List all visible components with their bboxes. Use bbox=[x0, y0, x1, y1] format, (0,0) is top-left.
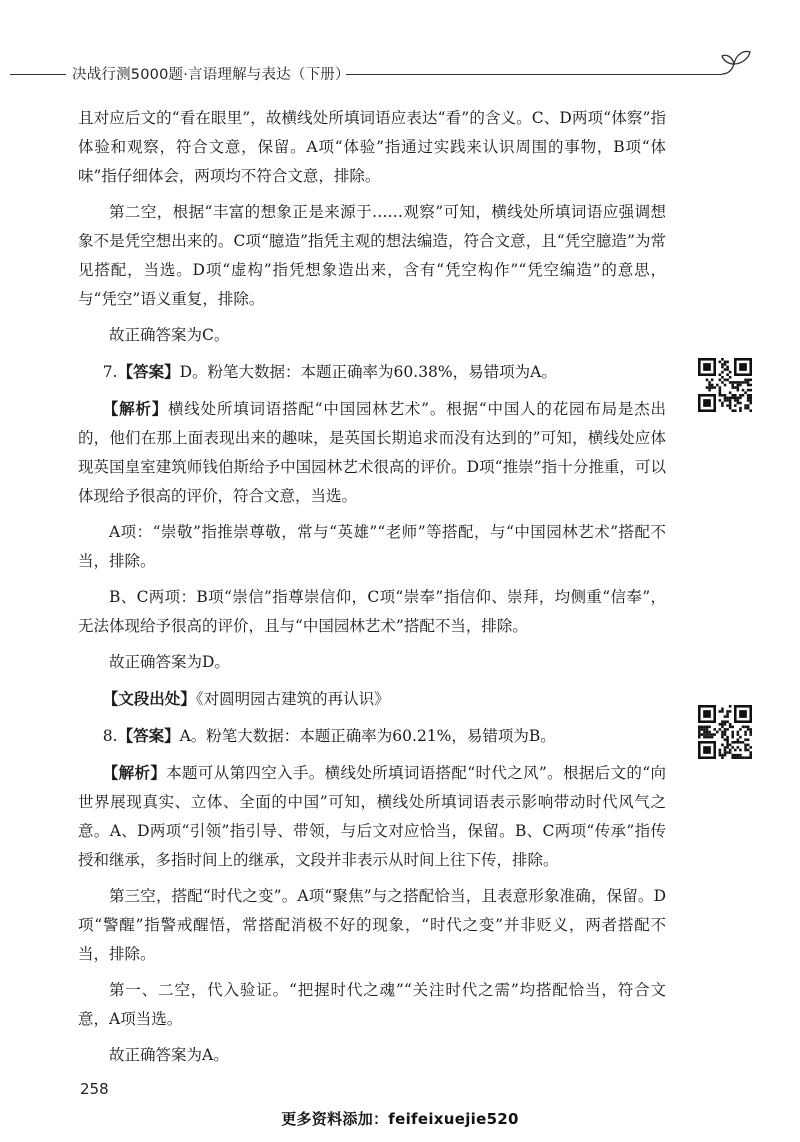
header-rule-left bbox=[10, 74, 66, 75]
q7-final: 故正确答案为D。 bbox=[109, 653, 230, 671]
q8-answer-line bbox=[78, 721, 666, 751]
q8-answer-tag: 【答案】 bbox=[117, 726, 180, 745]
paragraph-q6-final: 故正确答案为C。 bbox=[109, 326, 230, 344]
qr-code-icon[interactable] bbox=[698, 358, 752, 412]
q8-blank3: 第三空，搭配“时代之变”。A项“聚焦”与之搭配恰当，且表意形象准确，保留。D项“警醒”指警戒醒悟，常搭配消极不好的现象，“时代之变”并非贬义，两者搭配不当，排除。 bbox=[78, 887, 666, 963]
watermark-text: 更多资料添加：feifeixuejie520 bbox=[281, 1110, 519, 1128]
q7-answer-line bbox=[78, 357, 666, 387]
q8-analysis-tag: 【解析】 bbox=[102, 763, 167, 782]
paragraph-q6-blank1-cont: 且对应后文的“看在眼里”，故横线处所填词语应表达“看”的含义。C、D两项“体察”指体验和观察，符合文意，保留。A项“体验”指通过实践来认识周围的事物，B项“体味”指仔细体会，两项均不符合文意，排除。 bbox=[78, 109, 666, 185]
q7-option-bc: B、C两项：B项“崇信”指尊崇信仰，C项“崇奉”指信仰、崇拜，均侧重“信奉”，无法体现给予很高的评价，且与“中国园林艺术”搭配不当，排除。 bbox=[78, 588, 666, 635]
header-rule-right bbox=[346, 74, 722, 75]
q7-source bbox=[78, 684, 666, 714]
qr-code-icon[interactable] bbox=[698, 705, 752, 759]
q7-option-a: A项：“崇敬”指推崇尊敬，常与“英雄”“老师”等搭配，与“中国园林艺术”搭配不当，排除。 bbox=[78, 523, 666, 570]
main-content bbox=[78, 104, 666, 1077]
q8-analysis bbox=[78, 758, 666, 875]
paragraph-q6-blank2: 第二空，根据“丰富的想象正是来源于……观察”可知，横线处所填词语应强调想象不是凭空想出来的。C项“臆造”指凭主观的想法编造，符合文意，且“凭空臆造”为常见搭配，当选。D项“虚构”指凭想象造出来，含有“凭空构作”“凭空编造”的意思，与“凭空”语义重复，排除。 bbox=[78, 203, 666, 308]
q8-answer-text: A。粉笔大数据：本题正确率为60.21%，易错项为B。 bbox=[179, 727, 556, 745]
q7-answer-tag: 【答案】 bbox=[117, 362, 180, 381]
q7-analysis-text: 横线处所填词语搭配“中国园林艺术”。根据“中国人的花园布局是杰出的，他们在那上面表现出来的趣味，是英国长期追求而没有达到的”可知，横线处应体现英国皇室建筑师钱伯斯给予中国园林艺术很高的评价。D项“推崇”指十分推重，可以体现给予很高的评价，符合文意，当选。 bbox=[78, 400, 666, 505]
header-title: 决战行测5000题·言语理解与表达（下册） bbox=[72, 67, 350, 83]
q7-analysis-tag: 【解析】 bbox=[102, 399, 168, 418]
leaf-sprout-icon bbox=[718, 46, 754, 76]
q8-number: 8. bbox=[102, 727, 118, 745]
page-number: 258 bbox=[80, 1080, 109, 1098]
q7-source-tag: 【文段出处】 bbox=[102, 689, 196, 708]
q7-source-text: 《对圆明园古建筑的再认识》 bbox=[195, 690, 390, 708]
q8-analysis-text: 本题可从第四空入手。横线处所填词语搭配“时代之风”。根据后文的“向世界展现真实、立体、全面的中国”可知，横线处所填词语表示影响带动时代风气之意。A、D两项“引领”指引导、带领，与后文对应恰当，保留。B、C两项“传承”指传授和继承，多指时间上的继承，文段并非表示从时间上往下传，排除。 bbox=[78, 764, 666, 869]
q8-blank12: 第一、二空，代入验证。“把握时代之魂”“关注时代之需”均搭配恰当，符合文意，A项当选。 bbox=[78, 981, 666, 1028]
q7-answer-text: D。粉笔大数据：本题正确率为60.38%，易错项为A。 bbox=[179, 363, 557, 381]
q7-analysis bbox=[78, 394, 666, 511]
q8-final: 故正确答案为A。 bbox=[109, 1046, 229, 1064]
q7-number: 7. bbox=[102, 363, 118, 381]
running-header bbox=[0, 58, 800, 88]
